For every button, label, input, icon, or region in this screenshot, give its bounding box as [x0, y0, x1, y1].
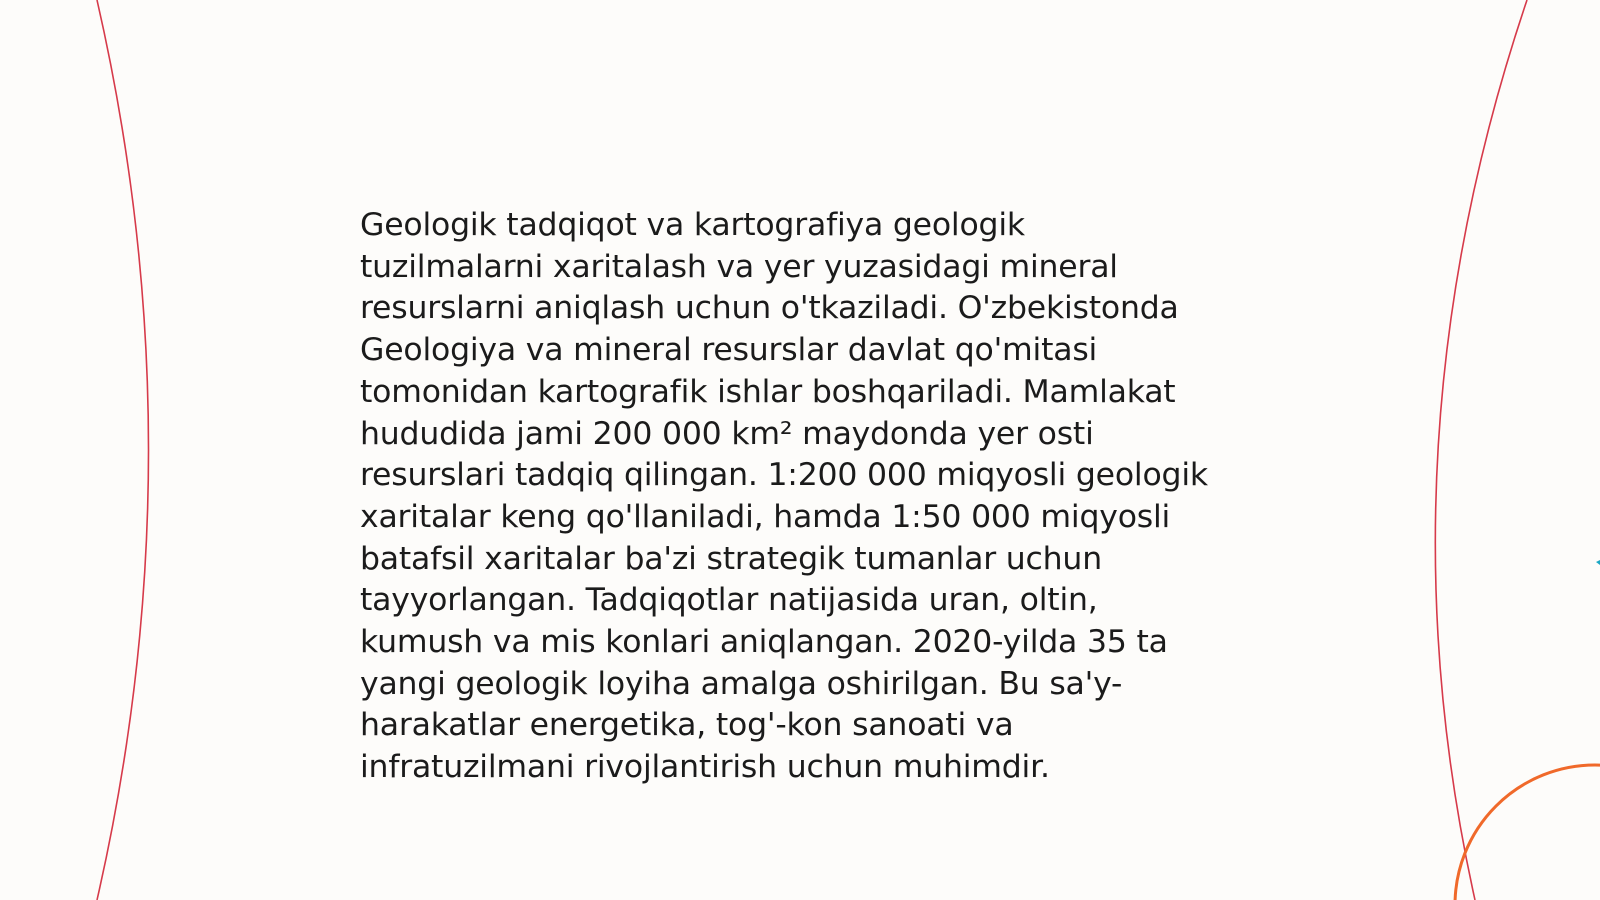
right-arc-line: [1435, 0, 1527, 900]
accent-dot: [1596, 560, 1600, 565]
accent-circle: [1455, 765, 1600, 900]
left-arc-line: [97, 0, 149, 900]
body-paragraph: Geologik tadqiqot va kartografiya geologik tuzilmalarni xaritalash va yer yuzasidagi mineral resurslarni aniqlash uchun o'tkaziladi. O'zbekistonda Geologiya va mineral resurslar davlat qo'mitasi tomonidan kartografik ishlar boshqariladi. Mamlakat hududida jami 200 000 km² maydonda yer osti resurslari tadqiq qilingan. 1:200 000 miqyosli geologik xaritalar keng qo'llaniladi, hamda 1:50 000 miqyosli batafsil xaritalar ba'zi strategik tumanlar uchun tayyorlangan. Tadqiqotlar natijasida uran, oltin, kumush va mis konlari aniqlangan. 2020-yilda 35 ta yangi geologik loyiha amalga oshirilgan. Bu sa'y- harakatlar energetika, tog'-kon sanoati va infratuzilmani rivojlantirish uchun muhimdir.: [360, 207, 1208, 786]
